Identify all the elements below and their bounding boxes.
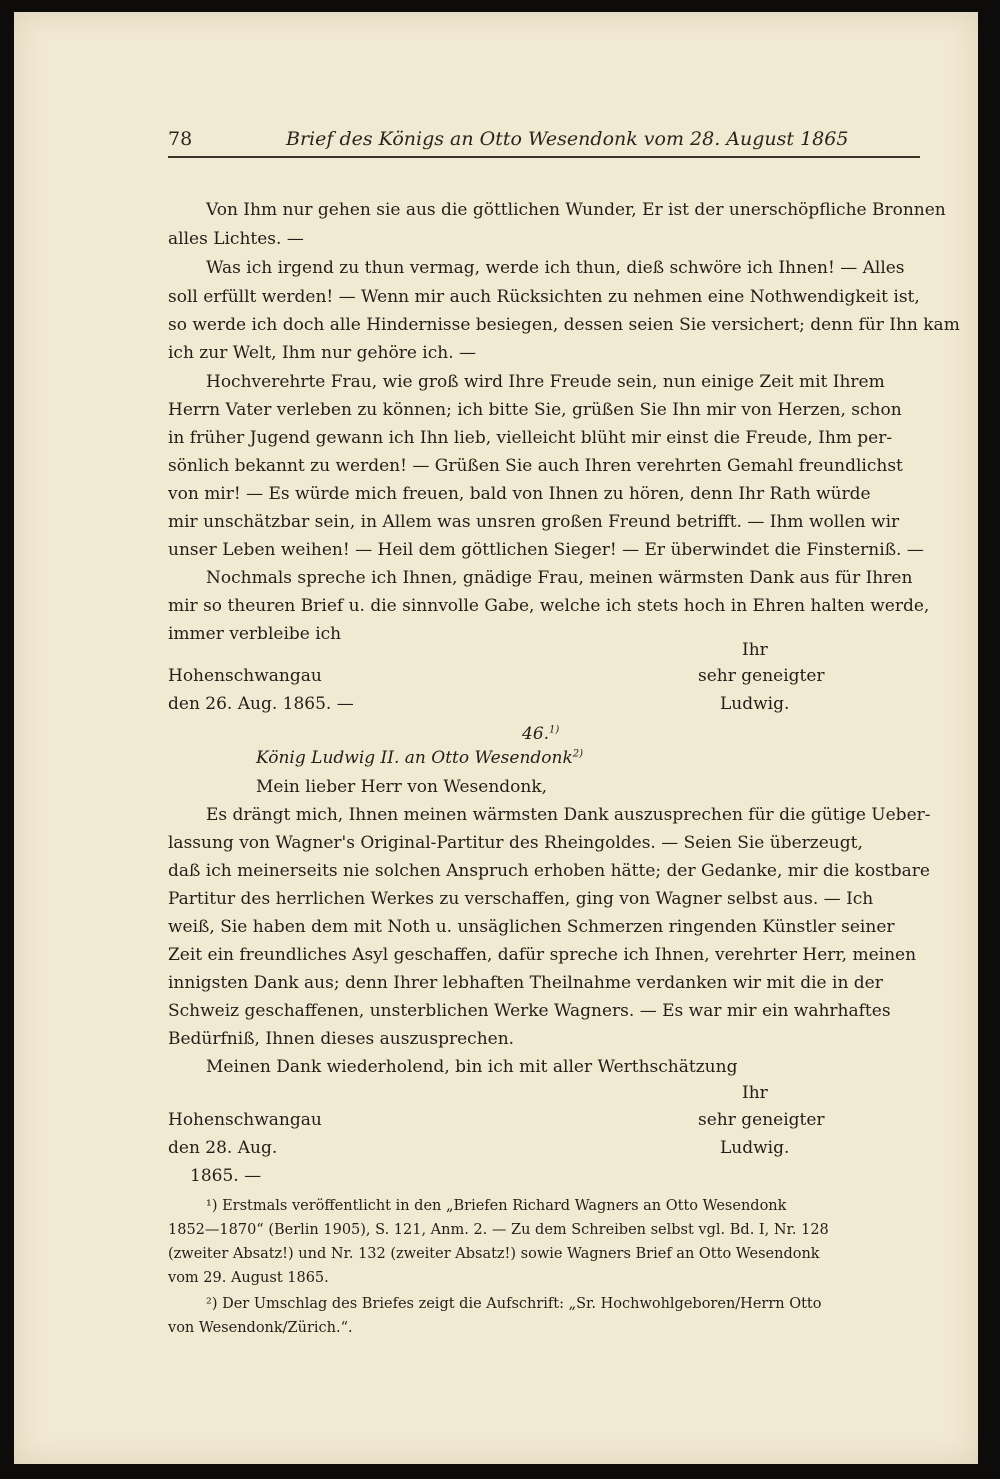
footnote-line: von Wesendonk/Zürich.“. <box>168 1320 353 1336</box>
text-line: immer verbleibe ich <box>168 624 342 644</box>
salutation: Mein lieber Herr von Wesendonk, <box>256 777 548 797</box>
text-line: so werde ich doch alle Hindernisse besiegen, dessen seien Sie versichert; denn für Ihn kam <box>168 315 960 335</box>
text-line: innigsten Dank aus; denn Ihrer lebhaften Theilnahme verdanken wir mit die in der <box>168 973 883 993</box>
text-line: Herrn Vater verleben zu können; ich bitte Sie, grüßen Sie Ihn mir von Herzen, schon <box>168 400 902 420</box>
closing-date: den 26. Aug. 1865. — <box>168 694 354 714</box>
closing-place: Hohenschwangau <box>168 666 322 686</box>
text-line: Hochverehrte Frau, wie groß wird Ihre Freude sein, nun einige Zeit mit Ihrem <box>206 372 885 392</box>
closing-regard: sehr geneigter <box>698 666 825 686</box>
page-number: 78 <box>168 128 193 150</box>
footnote-line: (zweiter Absatz!) und Nr. 132 (zweiter Absatz!) sowie Wagners Brief an Otto Wesendonk <box>168 1246 820 1262</box>
closing-regard: sehr geneigter <box>698 1110 825 1130</box>
text-line: soll erfüllt werden! — Wenn mir auch Rücksichten zu nehmen eine Nothwendigkeit ist, <box>168 287 920 307</box>
text-line: unser Leben weihen! — Heil dem göttlichen Sieger! — Er überwindet die Finsterniß. — <box>168 540 924 560</box>
letter-number <box>522 724 559 744</box>
footnote-ref: 2) <box>572 748 584 760</box>
letter-heading-text: König Ludwig II. an Otto Wesendonk <box>256 748 573 768</box>
text-line: Es drängt mich, Ihnen meinen wärmsten Dank auszusprechen für die gütige Ueber- <box>206 805 931 825</box>
running-title: Brief des Königs an Otto Wesendonk vom 28. August 1865 <box>286 128 849 150</box>
text-line: alles Lichtes. — <box>168 229 304 249</box>
signature: Ludwig. <box>720 694 790 714</box>
text-line: weiß, Sie haben dem mit Noth u. unsäglichen Schmerzen ringenden Künstler seiner <box>168 917 895 937</box>
closing-year: 1865. — <box>190 1166 262 1186</box>
text-line: in früher Jugend gewann ich Ihn lieb, vielleicht blüht mir einst die Freude, Ihm per- <box>168 428 893 448</box>
text-line: Nochmals spreche ich Ihnen, gnädige Frau, meinen wärmsten Dank aus für Ihren <box>206 568 913 588</box>
footnote-line: ¹) Erstmals veröffentlicht in den „Briefen Richard Wagners an Otto Wesendonk <box>206 1198 787 1214</box>
closing-place: Hohenschwangau <box>168 1110 322 1130</box>
footnote-line: vom 29. August 1865. <box>168 1270 329 1286</box>
text-line: Schweiz geschaffenen, unsterblichen Werke Wagners. — Es war mir ein wahrhaftes <box>168 1001 891 1021</box>
text-line: daß ich meinerseits nie solchen Anspruch erhoben hätte; der Gedanke, mir die kostbare <box>168 861 930 881</box>
text-line: Partitur des herrlichen Werkes zu verschaffen, ging von Wagner selbst aus. — Ich <box>168 889 874 909</box>
text-line: Zeit ein freundliches Asyl geschaffen, dafür spreche ich Ihnen, verehrter Herr, meinen <box>168 945 917 965</box>
text-line: Bedürfniß, Ihnen dieses auszusprechen. <box>168 1029 515 1049</box>
text-line: lassung von Wagner's Original-Partitur des Rheingoldes. — Seien Sie überzeugt, <box>168 833 863 853</box>
text-line: von mir! — Es würde mich freuen, bald von Ihnen zu hören, denn Ihr Rath würde <box>168 484 871 504</box>
footnote-line: 1852—1870“ (Berlin 1905), S. 121, Anm. 2. — Zu dem Schreiben selbst vgl. Bd. I, Nr. 128 <box>168 1222 829 1238</box>
text-line: sönlich bekannt zu werden! — Grüßen Sie auch Ihren verehrten Gemahl freundlichst <box>168 456 903 476</box>
letter-heading <box>256 748 583 768</box>
footnote-line: ²) Der Umschlag des Briefes zeigt die Aufschrift: „Sr. Hochwohlgeboren/Herrn Otto <box>206 1296 822 1312</box>
page-header <box>168 128 920 158</box>
closing-ihr: Ihr <box>742 640 768 660</box>
closing-date: den 28. Aug. <box>168 1138 278 1158</box>
text-line: Was ich irgend zu thun vermag, werde ich thun, dieß schwöre ich Ihnen! — Alles <box>206 258 905 278</box>
text-line: Meinen Dank wiederholend, bin ich mit aller Werthschätzung <box>206 1057 738 1077</box>
closing-ihr: Ihr <box>742 1083 768 1103</box>
text-line: ich zur Welt, Ihm nur gehöre ich. — <box>168 343 477 363</box>
signature: Ludwig. <box>720 1138 790 1158</box>
text-line: mir unschätzbar sein, in Allem was unsren großen Freund betrifft. — Ihm wollen wir <box>168 512 900 532</box>
letter-number-text: 46. <box>522 724 550 744</box>
text-line: Von Ihm nur gehen sie aus die göttlichen Wunder, Er ist der unerschöpfliche Bronnen <box>206 200 946 220</box>
text-line: mir so theuren Brief u. die sinnvolle Gabe, welche ich stets hoch in Ehren halten werde, <box>168 596 930 616</box>
footnote-ref: 1) <box>549 724 560 736</box>
